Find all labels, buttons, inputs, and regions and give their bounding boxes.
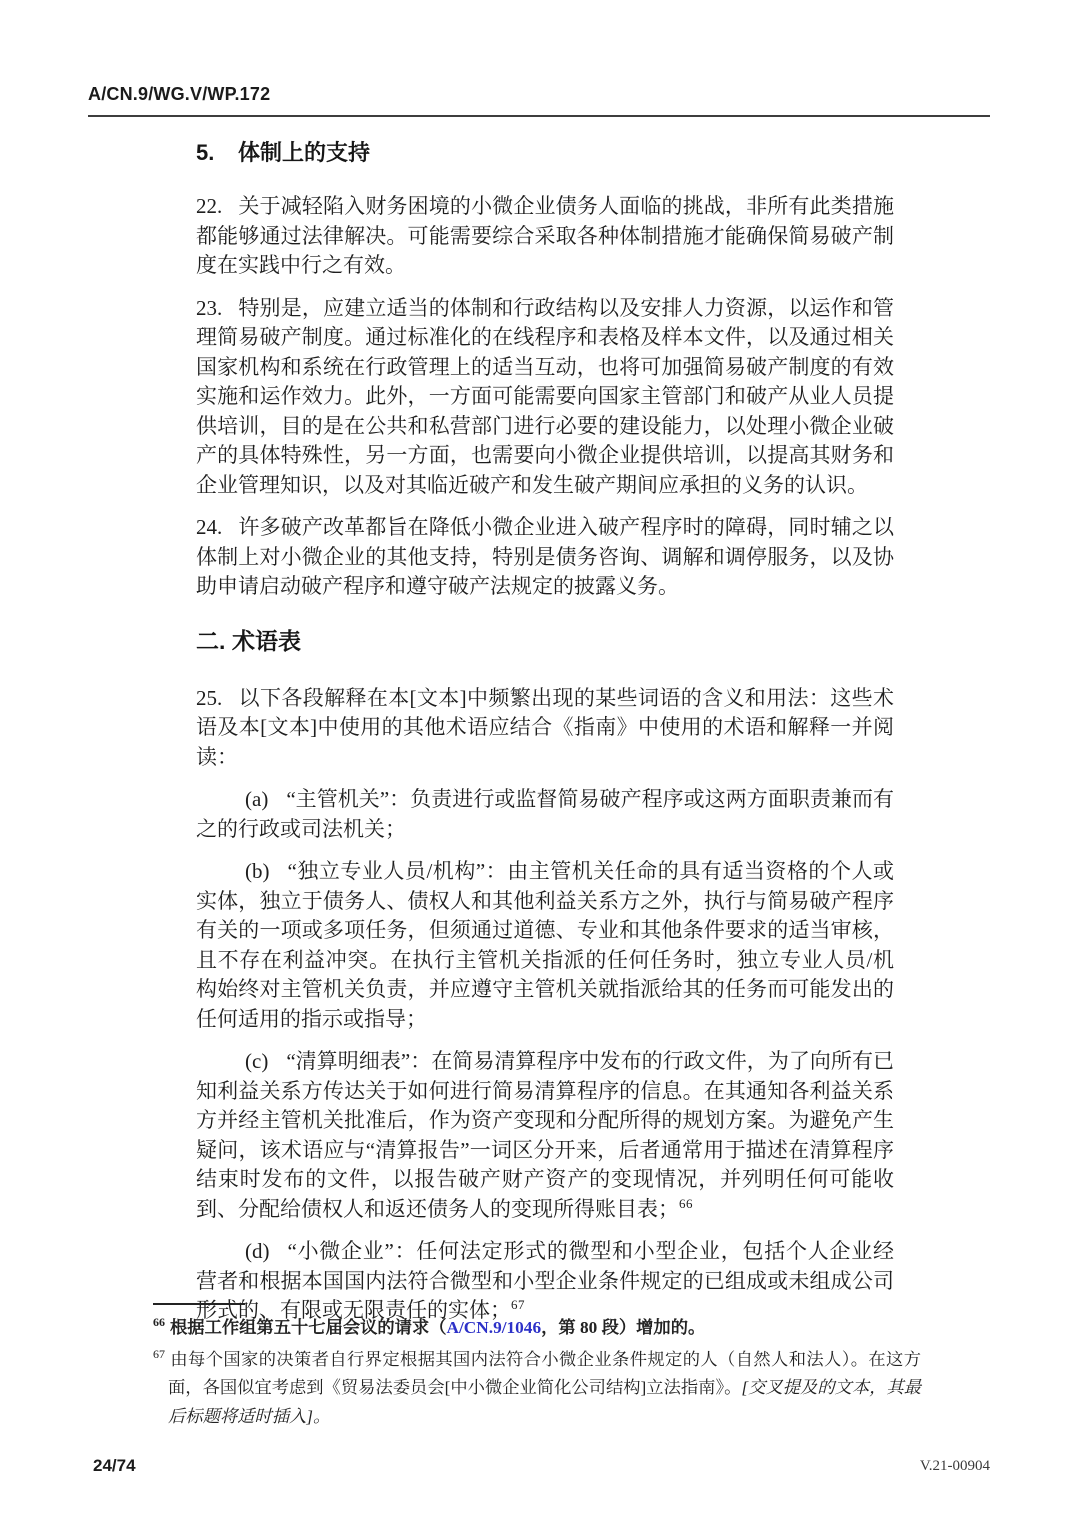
footnote-marker: 66 — [153, 1315, 165, 1330]
paragraph-text: 以下各段解释在本[文本]中频繁出现的某些词语的含义和用法：这些术语及本[文本]中使用的其他术语应结合《指南》中使用的术语和解释一并阅读： — [196, 685, 894, 769]
item-label: (a) — [245, 787, 269, 811]
paragraph-number: 22. — [196, 194, 223, 218]
paragraph-number: 24. — [196, 515, 223, 539]
glossary-item-b — [196, 857, 894, 1034]
document-body — [196, 138, 894, 1339]
document-link[interactable]: A/CN.9/1046 — [446, 1318, 542, 1337]
footnote-text: 根据工作组第五十七届会议的请求（ — [170, 1318, 447, 1337]
footnote-separator — [153, 1303, 245, 1305]
footnote-ref-66: 66 — [679, 1195, 693, 1211]
paragraph-24 — [196, 513, 894, 602]
item-text: “独立专业人员/机构”：由主管机关任命的具有适当资格的个人或实体，独立于债务人、债权人和其他利益关系方之外，执行与简易破产程序有关的一项或多项任务，但须通过道德、专业和其他条件要求的适当审核，且不存在利益冲突。在执行主管机关指派的任何任务时，独立专业人员/机构始终对主管机关负责，并应遵守主管机关就指派给其的任务而可能发出的任何适用的指示或指导； — [196, 859, 894, 1031]
footnotes-section — [153, 1303, 921, 1434]
paragraph-text: 关于减轻陷入财务困境的小微企业债务人面临的挑战，非所有此类措施都能够通过法律解决。可能需要综合采取各种体制措施才能确保简易破产制度在实践中行之有效。 — [196, 194, 894, 277]
paragraph-text: 特别是，应建立适当的体制和行政结构以及安排人力资源，以运作和管理简易破产制度。通过标准化的在线程序和表格及样本文件，以及通过相关国家机构和系统在行政管理上的适当互动，也将可加强简易破产制度的有效实施和运作效力。此外，一方面可能需要向国家主管部门和破产从业人员提供培训，目的是在公共和私营部门进行必要的建设能力，以处理小微企业破产的具体特殊性，另一方面，也需要向小微企业提供培训，以提高其财务和企业管理知识，以及对其临近破产和发生破产期间应承担的义务的认识。 — [196, 295, 894, 497]
item-text: “小微企业”：任何法定形式的微型和小型企业，包括个人企业经营者和根据本国国内法符合微型和小型企业条件规定的已组成或未组成公司形式的、有限或无限责任的实体； — [196, 1239, 894, 1322]
page-number: 24/74 — [93, 1456, 136, 1475]
item-text: “主管机关”：负责进行或监督简易破产程序或这两方面职责兼而有之的行政或司法机关； — [196, 787, 894, 841]
item-label: (b) — [245, 859, 270, 883]
footnote-text: 由每个国家的决策者自行界定根据其国内法符合小微企业条件规定的人（自然人和法人）。在这方面，各国似宜考虑到《贸易法委员会[中小微企业简化公司结构]立法指南》。 — [168, 1349, 921, 1397]
footnote-ref-67: 67 — [511, 1297, 525, 1312]
glossary-item-c — [196, 1047, 894, 1224]
footnote-italic-text: [交叉提及的文本，其最后标题将适时插入]。 — [168, 1378, 921, 1426]
paragraph-number: 23. — [196, 295, 223, 320]
footnote-67 — [153, 1346, 921, 1432]
paragraph-22 — [196, 192, 894, 281]
section-number: 5. — [196, 140, 215, 165]
section-title: 术语表 — [232, 627, 301, 654]
section-title: 体制上的支持 — [238, 140, 371, 165]
item-text: “清算明细表”：在简易清算程序中发布的行政文件，为了向所有已知利益关系方传达关于如何进行简易清算程序的信息。在其通知各利益关系方并经主管机关批准后，作为资产变现和分配所得的规划方案。为避免产生疑问，该术语应与“清算报告”一词区分开来，后者通常用于描述在清算程序结束时发布的文件，以报告破产财产资产的变现情况，并列明任何可能收到、分配给债权人和返还债务人的变现所得账目表； — [196, 1049, 894, 1221]
section-number: 二. — [196, 627, 226, 654]
paragraph-text: 许多破产改革都旨在降低小微企业进入破产程序时的障碍，同时辅之以体制上对小微企业的其他支持，特别是债务咨询、调解和调停服务，以及协助申请启动破产程序和遵守破产法规定的披露义务。 — [196, 515, 894, 598]
paragraph-number: 25. — [196, 685, 223, 710]
document-symbol: A/CN.9/WG.V/WP.172 — [88, 84, 271, 104]
glossary-item-a — [196, 785, 894, 844]
paragraph-23 — [196, 294, 894, 501]
section-heading-institutional-support — [196, 138, 894, 168]
item-label: (c) — [245, 1049, 269, 1073]
header-rule — [88, 115, 990, 117]
footnote-marker: 67 — [153, 1346, 165, 1361]
job-number: V.21-00904 — [919, 1458, 990, 1474]
footnote-66 — [153, 1314, 921, 1343]
section-heading-glossary — [196, 624, 894, 658]
footnote-text: ，第 80 段）增加的。 — [541, 1318, 706, 1337]
item-label: (d) — [245, 1239, 270, 1263]
paragraph-25 — [196, 684, 894, 773]
